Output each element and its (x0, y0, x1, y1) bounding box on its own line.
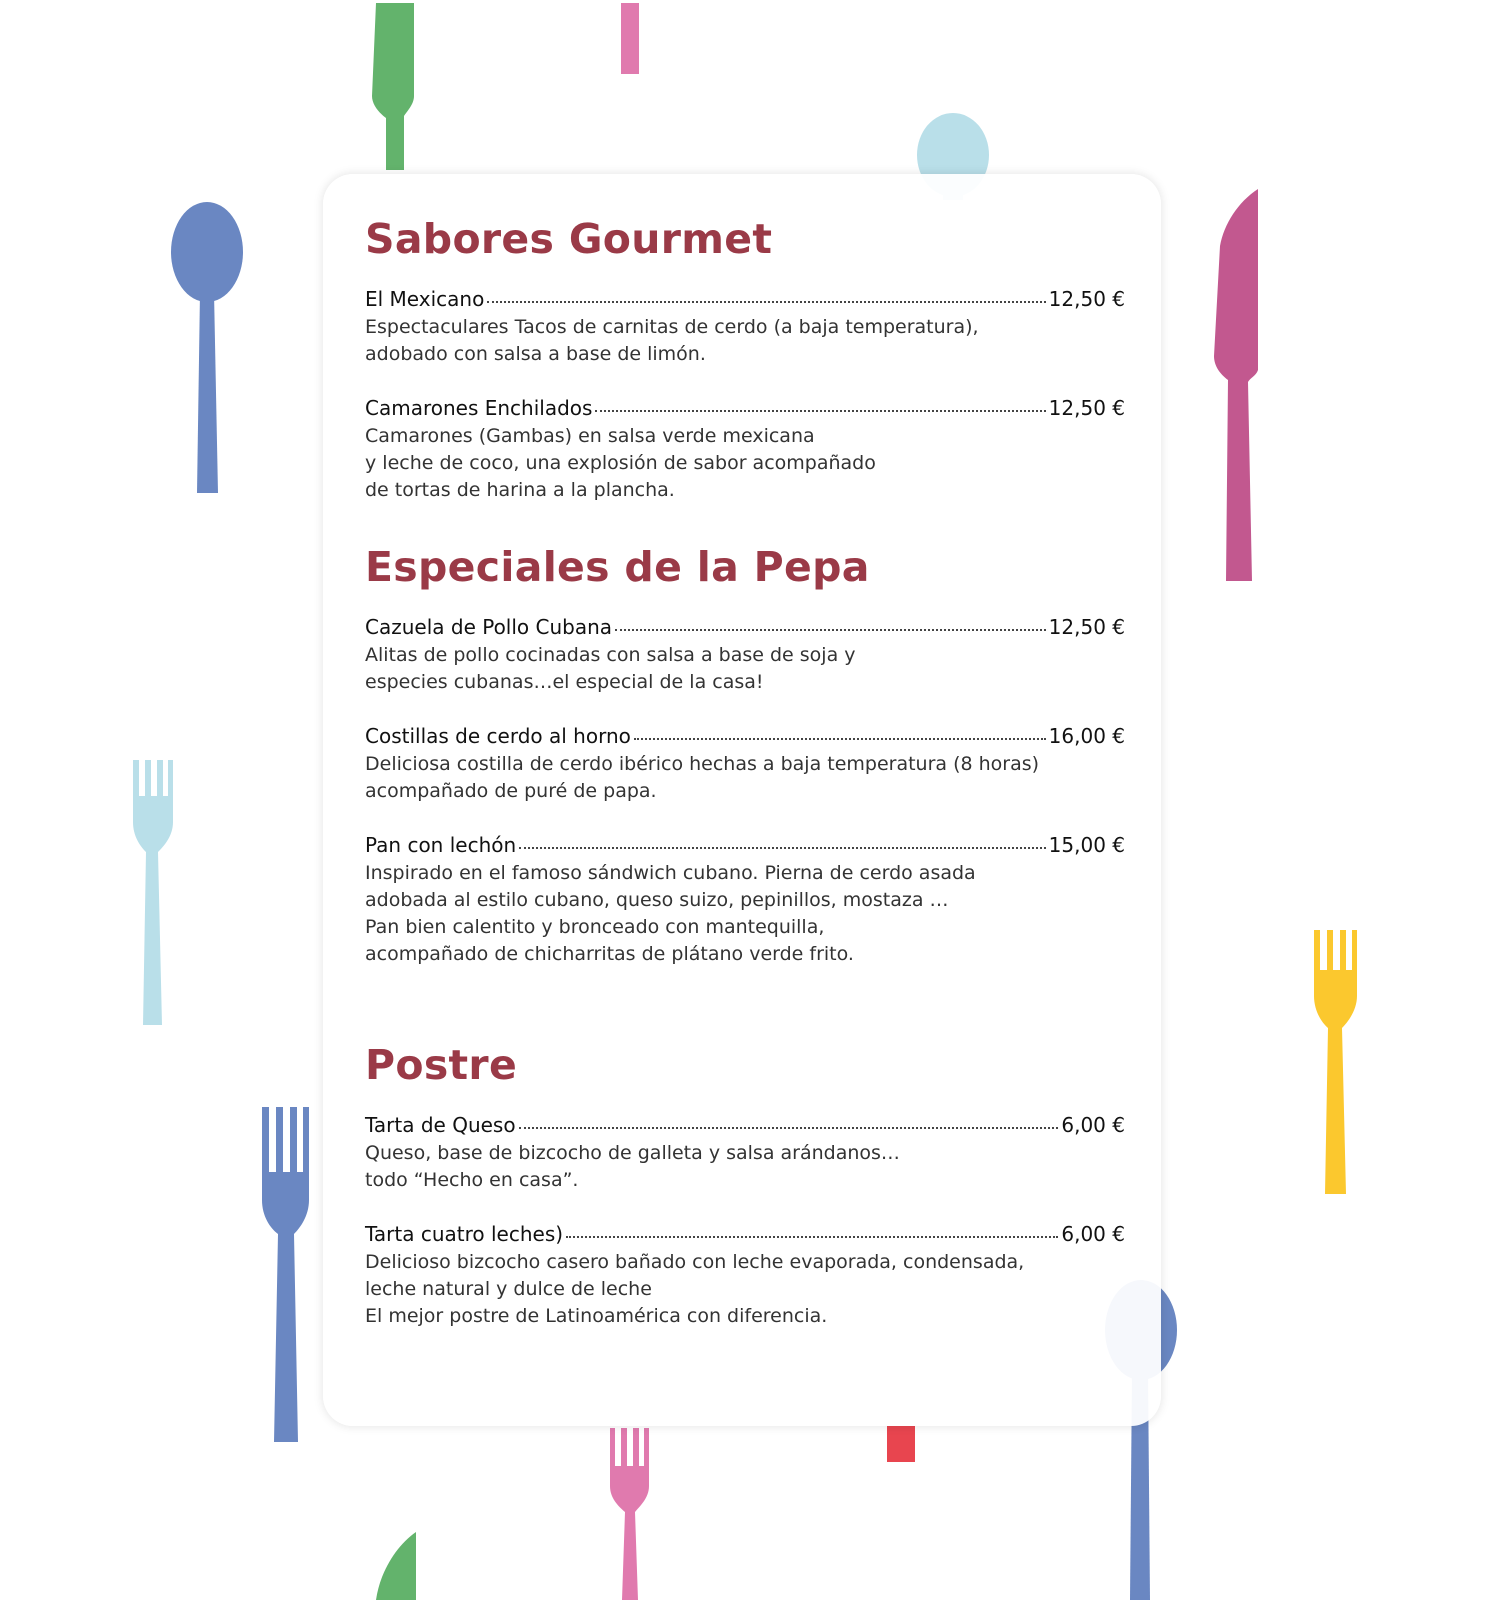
item-description (365, 423, 1125, 504)
description-line: leche natural y dulce de leche (365, 1278, 652, 1300)
description-line: acompañado de puré de papa. (365, 780, 657, 802)
dotted-leader (519, 1126, 1059, 1129)
fork-icon (610, 1428, 649, 1600)
fork-icon (133, 760, 173, 1025)
item-name: Pan con lechón (365, 833, 517, 857)
item-price: 12,50 € (1048, 287, 1125, 311)
item-row (365, 832, 1125, 858)
description-line: de tortas de harina a la plancha. (365, 479, 675, 501)
dotted-leader (595, 409, 1045, 412)
menu-item (365, 723, 1125, 805)
item-description (365, 751, 1125, 805)
item-name: Tarta cuatro leches) (365, 1222, 564, 1246)
description-line: Camarones (Gambas) en salsa verde mexicana (365, 425, 815, 447)
menu-item (365, 286, 1125, 368)
menu-card (323, 174, 1161, 1426)
knife-handle-icon (887, 1426, 915, 1462)
section-title: Postre (365, 1041, 518, 1089)
description-line: especies cubanas…el especial de la casa! (365, 671, 764, 693)
knife-handle-icon (621, 3, 639, 74)
item-name: Costillas de cerdo al horno (365, 724, 631, 748)
menu-item (365, 832, 1125, 968)
description-line: y leche de coco, una explosión de sabor acompañado (365, 452, 876, 474)
description-line: Deliciosa costilla de cerdo ibérico hechas a baja temperatura (8 horas) (365, 753, 1040, 775)
item-name: Tarta de Queso (365, 1113, 516, 1137)
item-description (365, 860, 1125, 968)
item-price: 16,00 € (1048, 724, 1125, 748)
fork-icon (262, 1107, 309, 1442)
description-line: Espectaculares Tacos de carnitas de cerdo (a baja temperatura), (365, 316, 979, 338)
item-price: 12,50 € (1048, 396, 1125, 420)
item-row (365, 1221, 1125, 1247)
description-line: Inspirado en el famoso sándwich cubano. Pierna de cerdo asada (365, 862, 976, 884)
menu-item (365, 395, 1125, 504)
section-postre (365, 1040, 1125, 1330)
section-especiales-de-la-pepa (365, 542, 1125, 968)
section-title: Especiales de la Pepa (365, 543, 870, 591)
item-name: Camarones Enchilados (365, 396, 593, 420)
item-price: 12,50 € (1048, 615, 1125, 639)
menu-item (365, 614, 1125, 696)
dotted-leader (566, 1235, 1058, 1238)
description-line: adobado con salsa a base de limón. (365, 343, 706, 365)
dotted-leader (615, 628, 1046, 631)
description-line: Alitas de pollo cocinadas con salsa a base de soja y (365, 644, 856, 666)
dotted-leader (487, 300, 1045, 303)
spoon-icon (171, 202, 243, 493)
item-description (365, 642, 1125, 696)
item-row (365, 395, 1125, 421)
item-name: El Mexicano (365, 287, 485, 311)
item-price: 6,00 € (1061, 1222, 1125, 1246)
description-line: El mejor postre de Latinoamérica con diferencia. (365, 1305, 828, 1327)
item-description (365, 314, 1125, 368)
menu-item (365, 1221, 1125, 1330)
section-sabores-gourmet (365, 214, 1125, 504)
fork-icon (1314, 930, 1357, 1194)
item-price: 15,00 € (1048, 833, 1125, 857)
item-row (365, 614, 1125, 640)
item-description (365, 1140, 1125, 1194)
menu-item (365, 1112, 1125, 1194)
item-price: 6,00 € (1061, 1113, 1125, 1137)
item-row (365, 723, 1125, 749)
dotted-leader (519, 846, 1045, 849)
section-title: Sabores Gourmet (365, 215, 773, 263)
dotted-leader (634, 737, 1046, 740)
description-line: Delicioso bizcocho casero bañado con leche evaporada, condensada, (365, 1251, 1025, 1273)
item-name: Cazuela de Pollo Cubana (365, 615, 613, 639)
description-line: Queso, base de bizcocho de galleta y salsa arándanos… (365, 1142, 900, 1164)
description-line: acompañado de chicharritas de plátano verde frito. (365, 943, 854, 965)
item-description (365, 1249, 1125, 1330)
knife-icon (372, 3, 414, 170)
item-row (365, 286, 1125, 312)
item-row (365, 1112, 1125, 1138)
description-line: Pan bien calentito y bronceado con mantequilla, (365, 916, 825, 938)
description-line: adobada al estilo cubano, queso suizo, pepinillos, mostaza … (365, 889, 949, 911)
description-line: todo “Hecho en casa”. (365, 1169, 579, 1191)
knife-icon (376, 1532, 416, 1600)
knife-icon (1214, 189, 1258, 581)
